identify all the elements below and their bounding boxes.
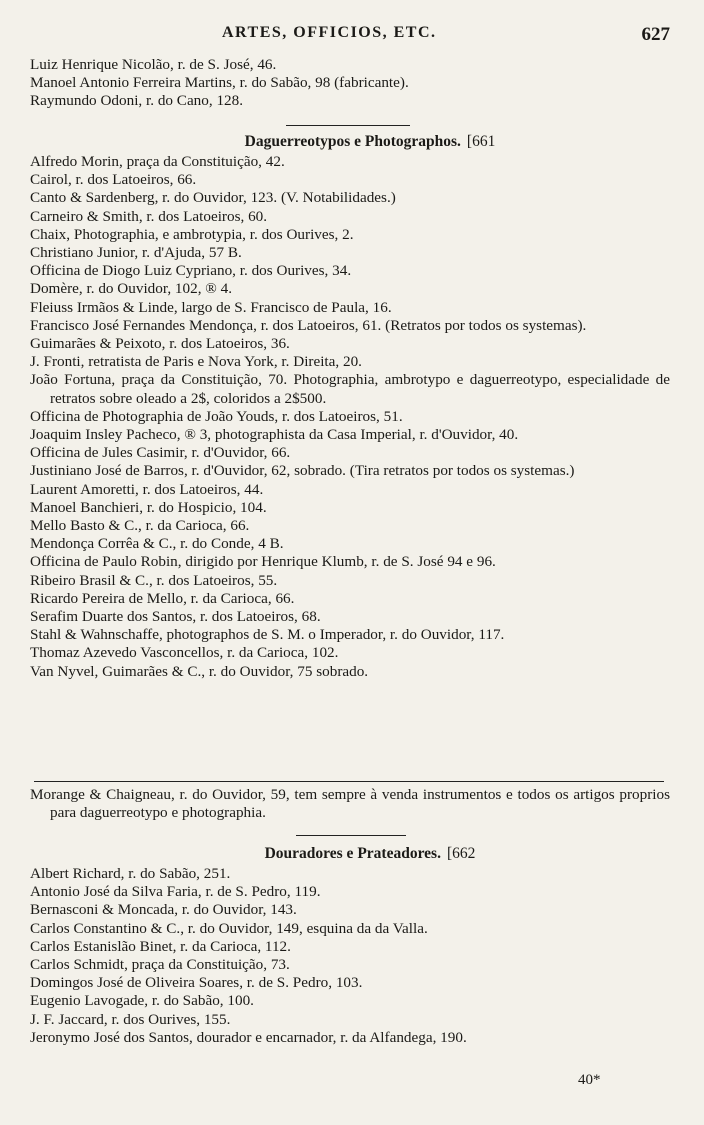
directory-entry: J. Fronti, retratista de Paris e Nova York, r. Direita, 20. [30, 353, 362, 371]
page-number: 627 [641, 24, 670, 45]
note-divider [34, 781, 664, 782]
section-heading [70, 131, 670, 153]
directory-entry: João Fortuna, praça da Constituição, 70. Photographia, ambrotypo e daguerreotypo, especialidade de retratos sobre oleado a 2$, coloridos a 2$500. [30, 371, 670, 407]
directory-entry: Thomaz Azevedo Vasconcellos, r. da Carioca, 102. [30, 644, 339, 662]
running-header [0, 24, 704, 50]
directory-entry: Albert Richard, r. do Sabão, 251. [30, 865, 231, 882]
directory-entry: Guimarães & Peixoto, r. dos Latoeiros, 36. [30, 335, 290, 353]
directory-entry: Fleiuss Irmãos & Linde, largo de S. Francisco de Paula, 16. [30, 298, 392, 316]
directory-entry: Jeronymo José dos Santos, dourador e encarnador, r. da Alfandega, 190. [30, 1028, 467, 1046]
directory-entry: Carlos Schmidt, praça da Constituição, 73. [30, 956, 290, 974]
directory-entry: Laurent Amoretti, r. dos Latoeiros, 44. [30, 480, 264, 498]
directory-entry: Canto & Sardenberg, r. do Ouvidor, 123. (V. Notabilidades.) [30, 189, 396, 207]
directory-entry: Christiano Junior, r. d'Ajuda, 57 B. [30, 244, 242, 262]
section-divider [296, 835, 406, 836]
intro-list [30, 56, 670, 111]
directory-entry: Cairol, r. dos Latoeiros, 66. [30, 171, 197, 189]
directory-entry: J. F. Jaccard, r. dos Ourives, 155. [30, 1010, 231, 1028]
directory-entry: Joaquim Insley Pacheco, ® 3, photographista da Casa Imperial, r. d'Ouvidor, 40. [30, 426, 519, 444]
section-ref: [662 [446, 845, 476, 862]
directory-entry: Domingos José de Oliveira Soares, r. de S. Pedro, 103. [30, 974, 363, 992]
directory-entry: Domère, r. do Ouvidor, 102, ® 4. [30, 280, 233, 298]
directory-entry: Officina de Jules Casimir, r. d'Ouvidor, 66. [30, 444, 291, 462]
section-title: Douradores e Prateadores. [264, 845, 441, 862]
directory-entry: Mello Basto & C., r. da Carioca, 66. [30, 517, 250, 535]
directory-entry: Chaix, Photographia, e ambrotypia, r. dos Ourives, 2. [30, 225, 354, 243]
directory-entry: Ricardo Pereira de Mello, r. da Carioca, 66. [30, 589, 295, 607]
directory-entry: Carlos Estanislão Binet, r. da Carioca, 112. [30, 937, 291, 955]
directory-entry: Officina de Photographia de João Youds, r. dos Latoeiros, 51. [30, 407, 403, 425]
entry-list [30, 153, 670, 681]
directory-entry: Officina de Paulo Robin, dirigido por Henrique Klumb, r. de S. José 94 e 96. [30, 553, 496, 571]
directory-entry: Van Nyvel, Guimarães & C., r. do Ouvidor, 75 sobrado. [30, 662, 369, 680]
directory-entry: Antonio José da Silva Faria, r. de S. Pedro, 119. [30, 883, 321, 901]
directory-entry: Officina de Diogo Luiz Cypriano, r. dos Ourives, 34. [30, 262, 352, 280]
supplier-note: Morange & Chaigneau, r. do Ouvidor, 59, tem sempre à venda instrumentos e todos os artigos proprios para daguerreotypo e photographia. [30, 786, 670, 822]
section-title: Daguerreotypos e Photographos. [244, 133, 461, 150]
directory-entry: Bernasconi & Moncada, r. do Ouvidor, 143. [30, 901, 297, 919]
daguerreotypos-section [30, 131, 670, 681]
douradores-section [30, 843, 670, 1047]
directory-entry: Ribeiro Brasil & C., r. dos Latoeiros, 55. [30, 571, 278, 589]
directory-entry: Stahl & Wahnschaffe, photographos de S. M. o Imperador, r. do Ouvidor, 117. [30, 626, 505, 644]
directory-entry: Francisco José Fernandes Mendonça, r. dos Latoeiros, 61. (Retratos por todos os systemas). [30, 316, 587, 334]
running-title: ARTES, OFFICIOS, ETC. [222, 24, 437, 41]
directory-entry: Luiz Henrique Nicolão, r. de S. José, 46. [30, 56, 277, 73]
directory-entry: Carneiro & Smith, r. dos Latoeiros, 60. [30, 207, 268, 225]
signature-mark: 40* [578, 1072, 601, 1088]
directory-entry: Eugenio Lavogade, r. do Sabão, 100. [30, 992, 254, 1010]
supplier-note-block [30, 786, 670, 822]
directory-entry: Mendonça Corrêa & C., r. do Conde, 4 B. [30, 535, 284, 553]
entry-list [30, 865, 670, 1047]
directory-entry: Serafim Duarte dos Santos, r. dos Latoeiros, 68. [30, 608, 321, 626]
directory-entry: Manoel Banchieri, r. do Hospicio, 104. [30, 498, 267, 516]
directory-entry: Carlos Constantino & C., r. do Ouvidor, 149, esquina da da Valla. [30, 919, 428, 937]
directory-entry: Manoel Antonio Ferreira Martins, r. do Sabão, 98 (fabricante). [30, 74, 409, 92]
section-ref: [661 [466, 133, 496, 150]
directory-entry: Alfredo Morin, praça da Constituição, 42. [30, 153, 285, 170]
section-divider [286, 125, 410, 126]
section-heading [70, 843, 670, 865]
directory-entry: Justiniano José de Barros, r. d'Ouvidor, 62, sobrado. (Tira retratos por todos os systemas.) [30, 462, 575, 480]
directory-entry: Raymundo Odoni, r. do Cano, 128. [30, 92, 244, 110]
